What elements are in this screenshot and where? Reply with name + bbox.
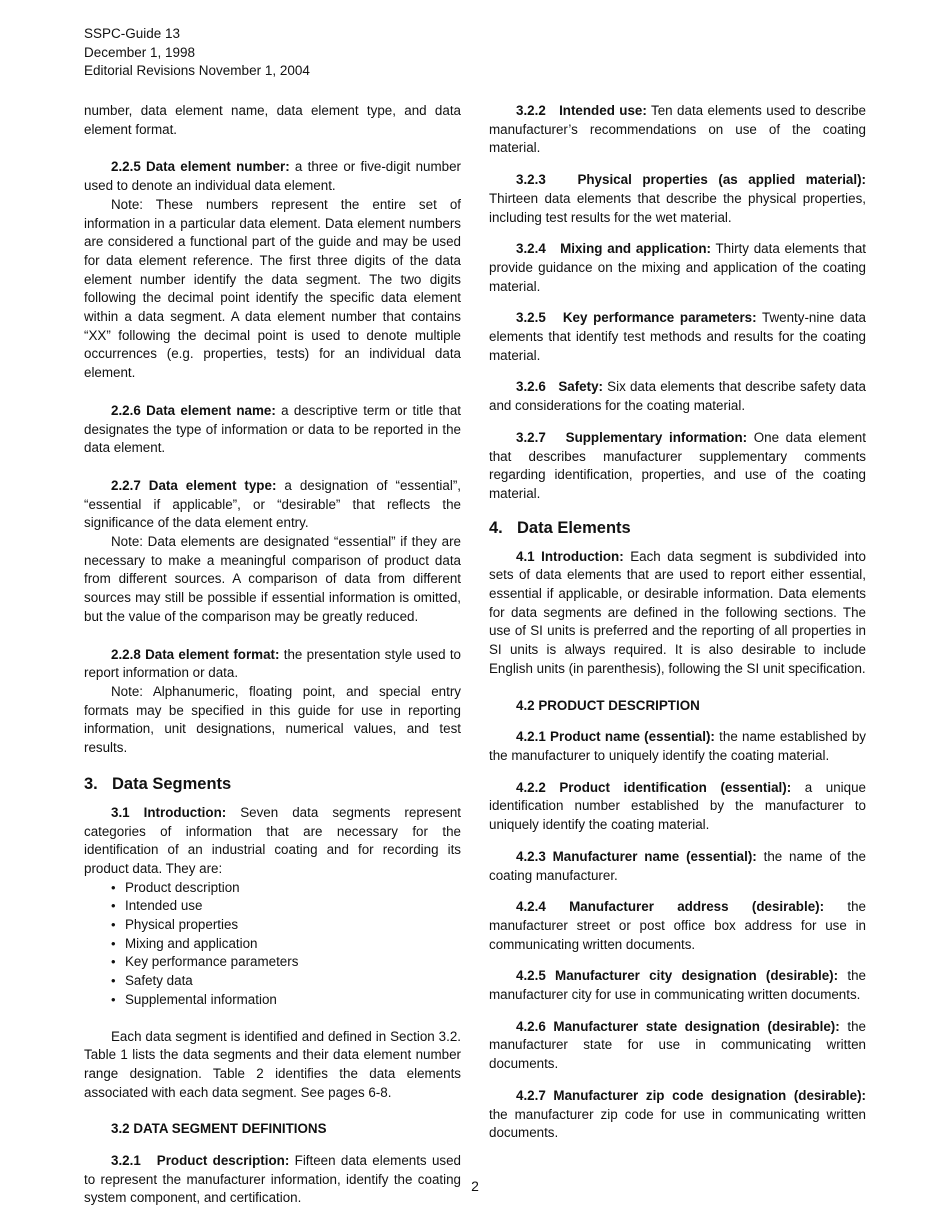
section-title: 3.1 Introduction: [111, 804, 227, 820]
section-title: 2.2.5 Data element number: [111, 159, 290, 175]
continued-paragraph: number, data element name, data element type, and data element format. [84, 103, 461, 137]
heading-section-3 [84, 774, 461, 794]
note-2-2-5: Note: These numbers represent the entire set of information in a particular data element. Data element numbers are considered a functional part of the guide and may be used for data element reference. The first three digits of the data element number identify the data segment. The two digits following the decimal point identify the specific data element within a data segment. A data element number that contains “XX” following the decimal point is used to denote multiple occurrences (e.g. properties, tests) for an individual data element. [84, 196, 461, 381]
heading-number: 3. [84, 774, 98, 793]
section-title: 4.1 Introduction: [516, 548, 624, 564]
section-title: 4.2.6 Manufacturer state designation (desirable): [516, 1018, 840, 1034]
running-header [84, 25, 310, 81]
list-item: • Key performance parameters [111, 953, 461, 972]
section-text: a three or five-digit number used to denote an individual data element. [84, 159, 461, 194]
section-text: the name of the coating manufacturer. [489, 848, 866, 883]
section-4-2-7 [489, 1087, 866, 1143]
note-2-2-7: Note: Data elements are designated “essential” if they are necessary to make a meaningful comparison of product data from different sources. A comparison of data from different sources may still be possible if essential information is omitted, but the value of the comparison may be greatly reduced. [84, 534, 461, 624]
segment-summary: Each data segment is identified and defined in Section 3.2. Table 1 lists the data segments and their data element number range designation. Table 2 identifies the data elements associated with each data segment. See pages 6-8. [84, 1028, 461, 1100]
section-text: Seven data segments represent categories of information that are necessary for the identification of an industrial coating and for recording its product data. They are: [84, 804, 461, 876]
section-text: Six data elements that describe safety data and considerations for the coating material. [489, 379, 866, 414]
section-text: a designation of “essential”, “essential if applicable”, or “desirable” that reflects the significance of the data element entry. [84, 477, 461, 531]
section-text: Thirty data elements that provide guidance on the mixing and application of the coating material. [489, 241, 866, 294]
heading-title: Data Segments [112, 774, 232, 793]
list-item: • Product description [111, 879, 461, 898]
heading-section-4 [489, 518, 866, 538]
section-title: 2.2.8 Data element format: [111, 646, 280, 662]
section-text: the manufacturer state for use in communicating written documents. [489, 1018, 866, 1072]
section-title: 3.2.7 Supplementary information: [516, 429, 748, 445]
section-title: 4.2.1 Product name (essential): [516, 729, 715, 745]
section-title: 3.2.1 Product description: [111, 1153, 290, 1169]
section-text: a descriptive term or title that designates the type of information or data to be reported in the data element. [84, 402, 461, 456]
section-title: 3.2.5 Key performance parameters: [516, 310, 757, 326]
section-text: a unique identification number established by the manufacturer to uniquely identify the coating material. [489, 779, 866, 833]
section-3-1 [84, 804, 461, 879]
heading-title: Data Elements [517, 518, 631, 537]
list-item: • Safety data [111, 972, 461, 991]
section-title: 3.2.4 Mixing and application: [516, 241, 711, 257]
section-title: 3.2.2 Intended use: [516, 103, 647, 118]
section-title: 4.2.4 Manufacturer address (desirable): [516, 899, 825, 915]
section-4-1 [489, 548, 866, 679]
section-4-2-6 [489, 1018, 866, 1074]
segment-list [84, 879, 461, 1010]
section-4-2-4 [489, 898, 866, 954]
section-3-2-6 [489, 378, 866, 415]
section-text: the manufacturer city for use in communicating written documents. [489, 968, 866, 1003]
section-2-2-8 [84, 646, 461, 683]
section-3-2-3 [489, 171, 866, 227]
header-doc-id: SSPC-Guide 13 [84, 26, 181, 41]
section-text: the manufacturer street or post office box address for use in communicating written documents. [489, 899, 866, 952]
section-title: 4.2.7 Manufacturer zip code designation (desirable): [516, 1087, 866, 1103]
section-text: the presentation style used to report information or data. [84, 646, 461, 681]
section-3-2-5 [489, 309, 866, 365]
section-title: 4.2.2 Product identification (essential): [516, 779, 792, 795]
list-item: • Physical properties [111, 916, 461, 935]
header-date: December 1, 1998 [84, 44, 196, 60]
heading-3-2: 3.2 DATA SEGMENT DEFINITIONS [111, 1121, 327, 1137]
section-title: 3.2.3 Physical properties (as applied material): [516, 172, 866, 188]
section-text: Fifteen data elements used to represent the manufacturer information, identify the coating system component, and certification. [84, 1153, 461, 1206]
page-number: 2 [471, 1178, 479, 1194]
section-title: 4.2.3 Manufacturer name (essential): [516, 848, 757, 864]
section-text: the manufacturer zip code for use in communicating written documents. [489, 1106, 866, 1141]
section-3-2-4 [489, 240, 866, 296]
list-item: • Supplemental information [111, 991, 461, 1010]
section-text: the name established by the manufacturer to uniquely identify the coating material. [489, 729, 866, 763]
section-text: Twenty-nine data elements that identify test methods and results for the coating material. [489, 310, 866, 363]
heading-4-2: 4.2 PRODUCT DESCRIPTION [516, 697, 700, 713]
section-text: Ten data elements used to describe manufacturer’s recommendations on use of the coating material. [489, 103, 866, 156]
section-text: One data element that describes manufacturer supplementary comments regarding identification, properties, and use of the coating material. [489, 429, 866, 501]
section-4-2-5 [489, 967, 866, 1004]
section-2-2-6 [84, 402, 461, 458]
section-title: 2.2.7 Data element type: [111, 477, 277, 493]
section-4-2-2 [489, 779, 866, 835]
left-column [84, 102, 461, 1208]
section-4-2-1 [489, 728, 866, 765]
section-4-2-3 [489, 848, 866, 885]
section-2-2-5 [84, 158, 461, 195]
section-text: Thirteen data elements that describe the physical properties, including test results for the wet material. [489, 190, 866, 225]
header-revision: Editorial Revisions November 1, 2004 [84, 63, 310, 79]
section-text: Each data segment is subdivided into sets of data elements that are used to report either essential, essential if applicable, or desirable information. Data elements for data segments are defined in the following sections. The use of SI units is preferred and the reporting of all properties in SI units is always required. It is also desirable to include English units (in parenthesis), following the SI unit specification. [489, 548, 866, 676]
section-title: 3.2.6 Safety: [516, 379, 603, 395]
section-title: 4.2.5 Manufacturer city designation (desirable): [516, 968, 839, 984]
list-item: • Mixing and application [111, 935, 461, 954]
right-column [489, 102, 866, 1143]
section-title: 2.2.6 Data element name: [111, 402, 276, 418]
section-3-2-7 [489, 429, 866, 504]
section-3-2-2 [489, 102, 866, 158]
section-2-2-7 [84, 477, 461, 533]
note-2-2-8: Note: Alphanumeric, floating point, and special entry formats may be specified in this guide for use in reporting information, unit designations, numerical values, and test results. [84, 683, 461, 756]
list-item: • Intended use [111, 897, 461, 916]
heading-number: 4. [489, 518, 503, 537]
